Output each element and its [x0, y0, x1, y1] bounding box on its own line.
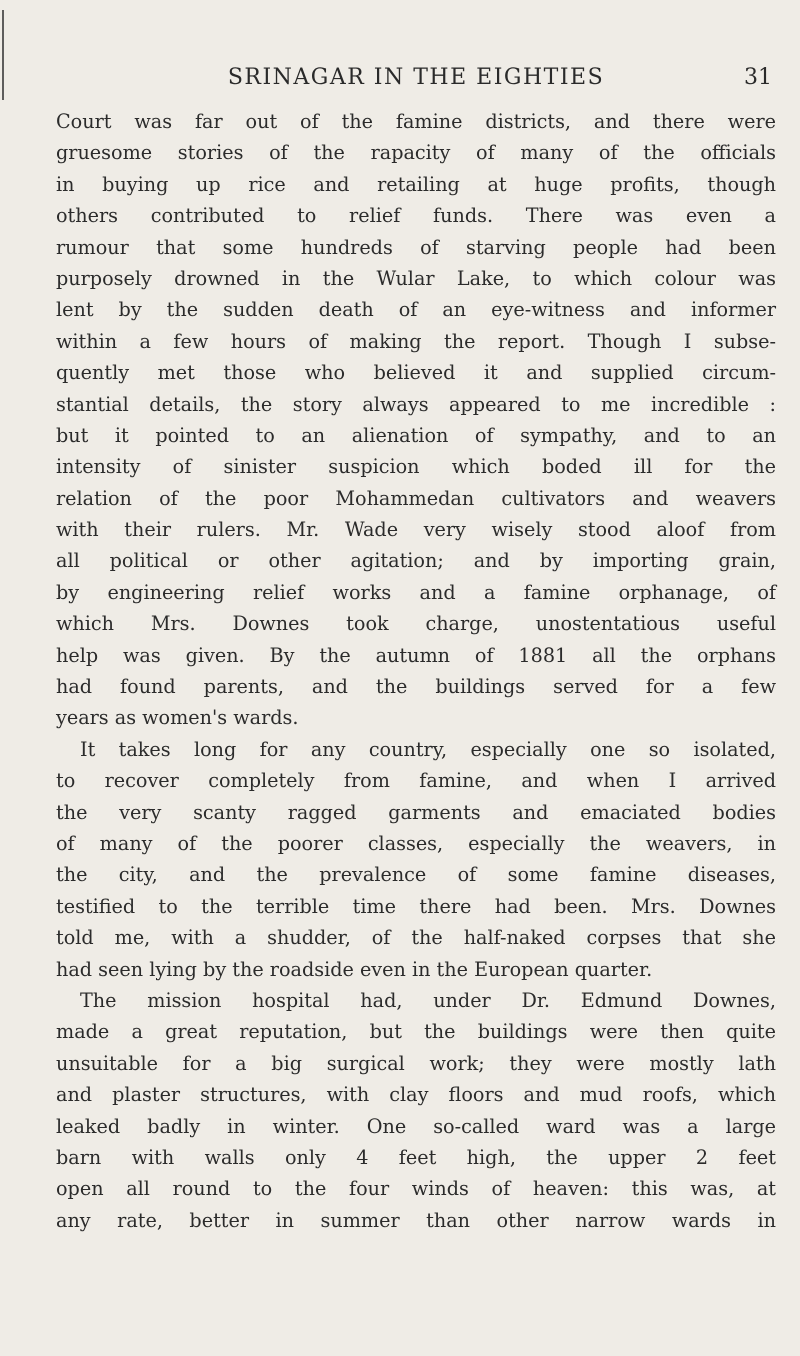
text-line: leaked badly in winter. One so-called ward was a large	[56, 1114, 776, 1138]
text-line: stantial details, the story always appeared to me incredible :	[56, 392, 776, 416]
text-line: within a few hours of making the report. Though I subse-	[56, 329, 776, 353]
text-line: lent by the sudden death of an eye-witness and informer	[56, 298, 776, 322]
text-line: made a great reputation, but the buildings were then quite	[56, 1020, 776, 1044]
text-line: rumour that some hundreds of starving people had been	[56, 235, 776, 259]
text-line: others contributed to relief funds. There was even a	[56, 204, 776, 228]
text-line: barn with walls only 4 feet high, the upper 2 feet	[56, 1145, 776, 1169]
text-line: any rate, better in summer than other narrow wards in	[56, 1208, 776, 1232]
text-line: by engineering relief works and a famine orphanage, of	[56, 580, 776, 604]
text-line: of many of the poorer classes, especially the weavers, in	[56, 831, 776, 855]
text-line: quently met those who believed it and supplied circum-	[56, 361, 776, 385]
text-line: had seen lying by the roadside even in the European quarter.	[56, 957, 653, 981]
text-line: years as women's wards.	[56, 706, 299, 730]
text-line: Court was far out of the famine districts, and there were	[56, 110, 776, 133]
text-line: It takes long for any country, especially one so isolated,	[80, 737, 776, 761]
body-text	[56, 106, 776, 1236]
text-line: open all round to the four winds of heaven: this was, at	[56, 1177, 776, 1201]
text-line: in buying up rice and retailing at huge profits, though	[56, 172, 776, 196]
text-line: told me, with a shudder, of the half-naked corpses that she	[56, 926, 776, 950]
text-line: relation of the poor Mohammedan cultivators and weavers	[56, 486, 776, 510]
text-line: but it pointed to an alienation of sympathy, and to an	[56, 423, 776, 447]
text-line: testified to the terrible time there had been. Mrs. Downes	[56, 894, 776, 918]
text-line: purposely drowned in the Wular Lake, to which colour was	[56, 266, 776, 290]
text-line: to recover completely from famine, and when I arrived	[56, 769, 776, 793]
text-line: with their rulers. Mr. Wade very wisely stood aloof from	[56, 518, 776, 542]
text-line: intensity of sinister suspicion which boded ill for the	[56, 455, 776, 479]
page-number: 31	[744, 65, 772, 90]
text-line: all political or other agitation; and by importing grain,	[56, 549, 776, 573]
text-line: had found parents, and the buildings served for a few	[56, 675, 776, 699]
text-line: which Mrs. Downes took charge, unostentatious useful	[56, 612, 776, 636]
text-line: the city, and the prevalence of some famine diseases,	[56, 863, 776, 887]
text-line: the very scanty ragged garments and emaciated bodies	[56, 800, 776, 824]
text-line: The mission hospital had, under Dr. Edmund Downes,	[80, 988, 776, 1012]
text-line: help was given. By the autumn of 1881 all the orphans	[56, 643, 776, 667]
running-title: SRINAGAR IN THE EIGHTIES	[227, 65, 605, 90]
text-line: unsuitable for a big surgical work; they were mostly lath	[56, 1051, 776, 1075]
page-edge-mark	[2, 10, 4, 100]
running-head	[60, 60, 772, 96]
text-line: gruesome stories of the rapacity of many of the officials	[56, 141, 776, 165]
text-line: and plaster structures, with clay floors and mud roofs, which	[56, 1083, 776, 1107]
